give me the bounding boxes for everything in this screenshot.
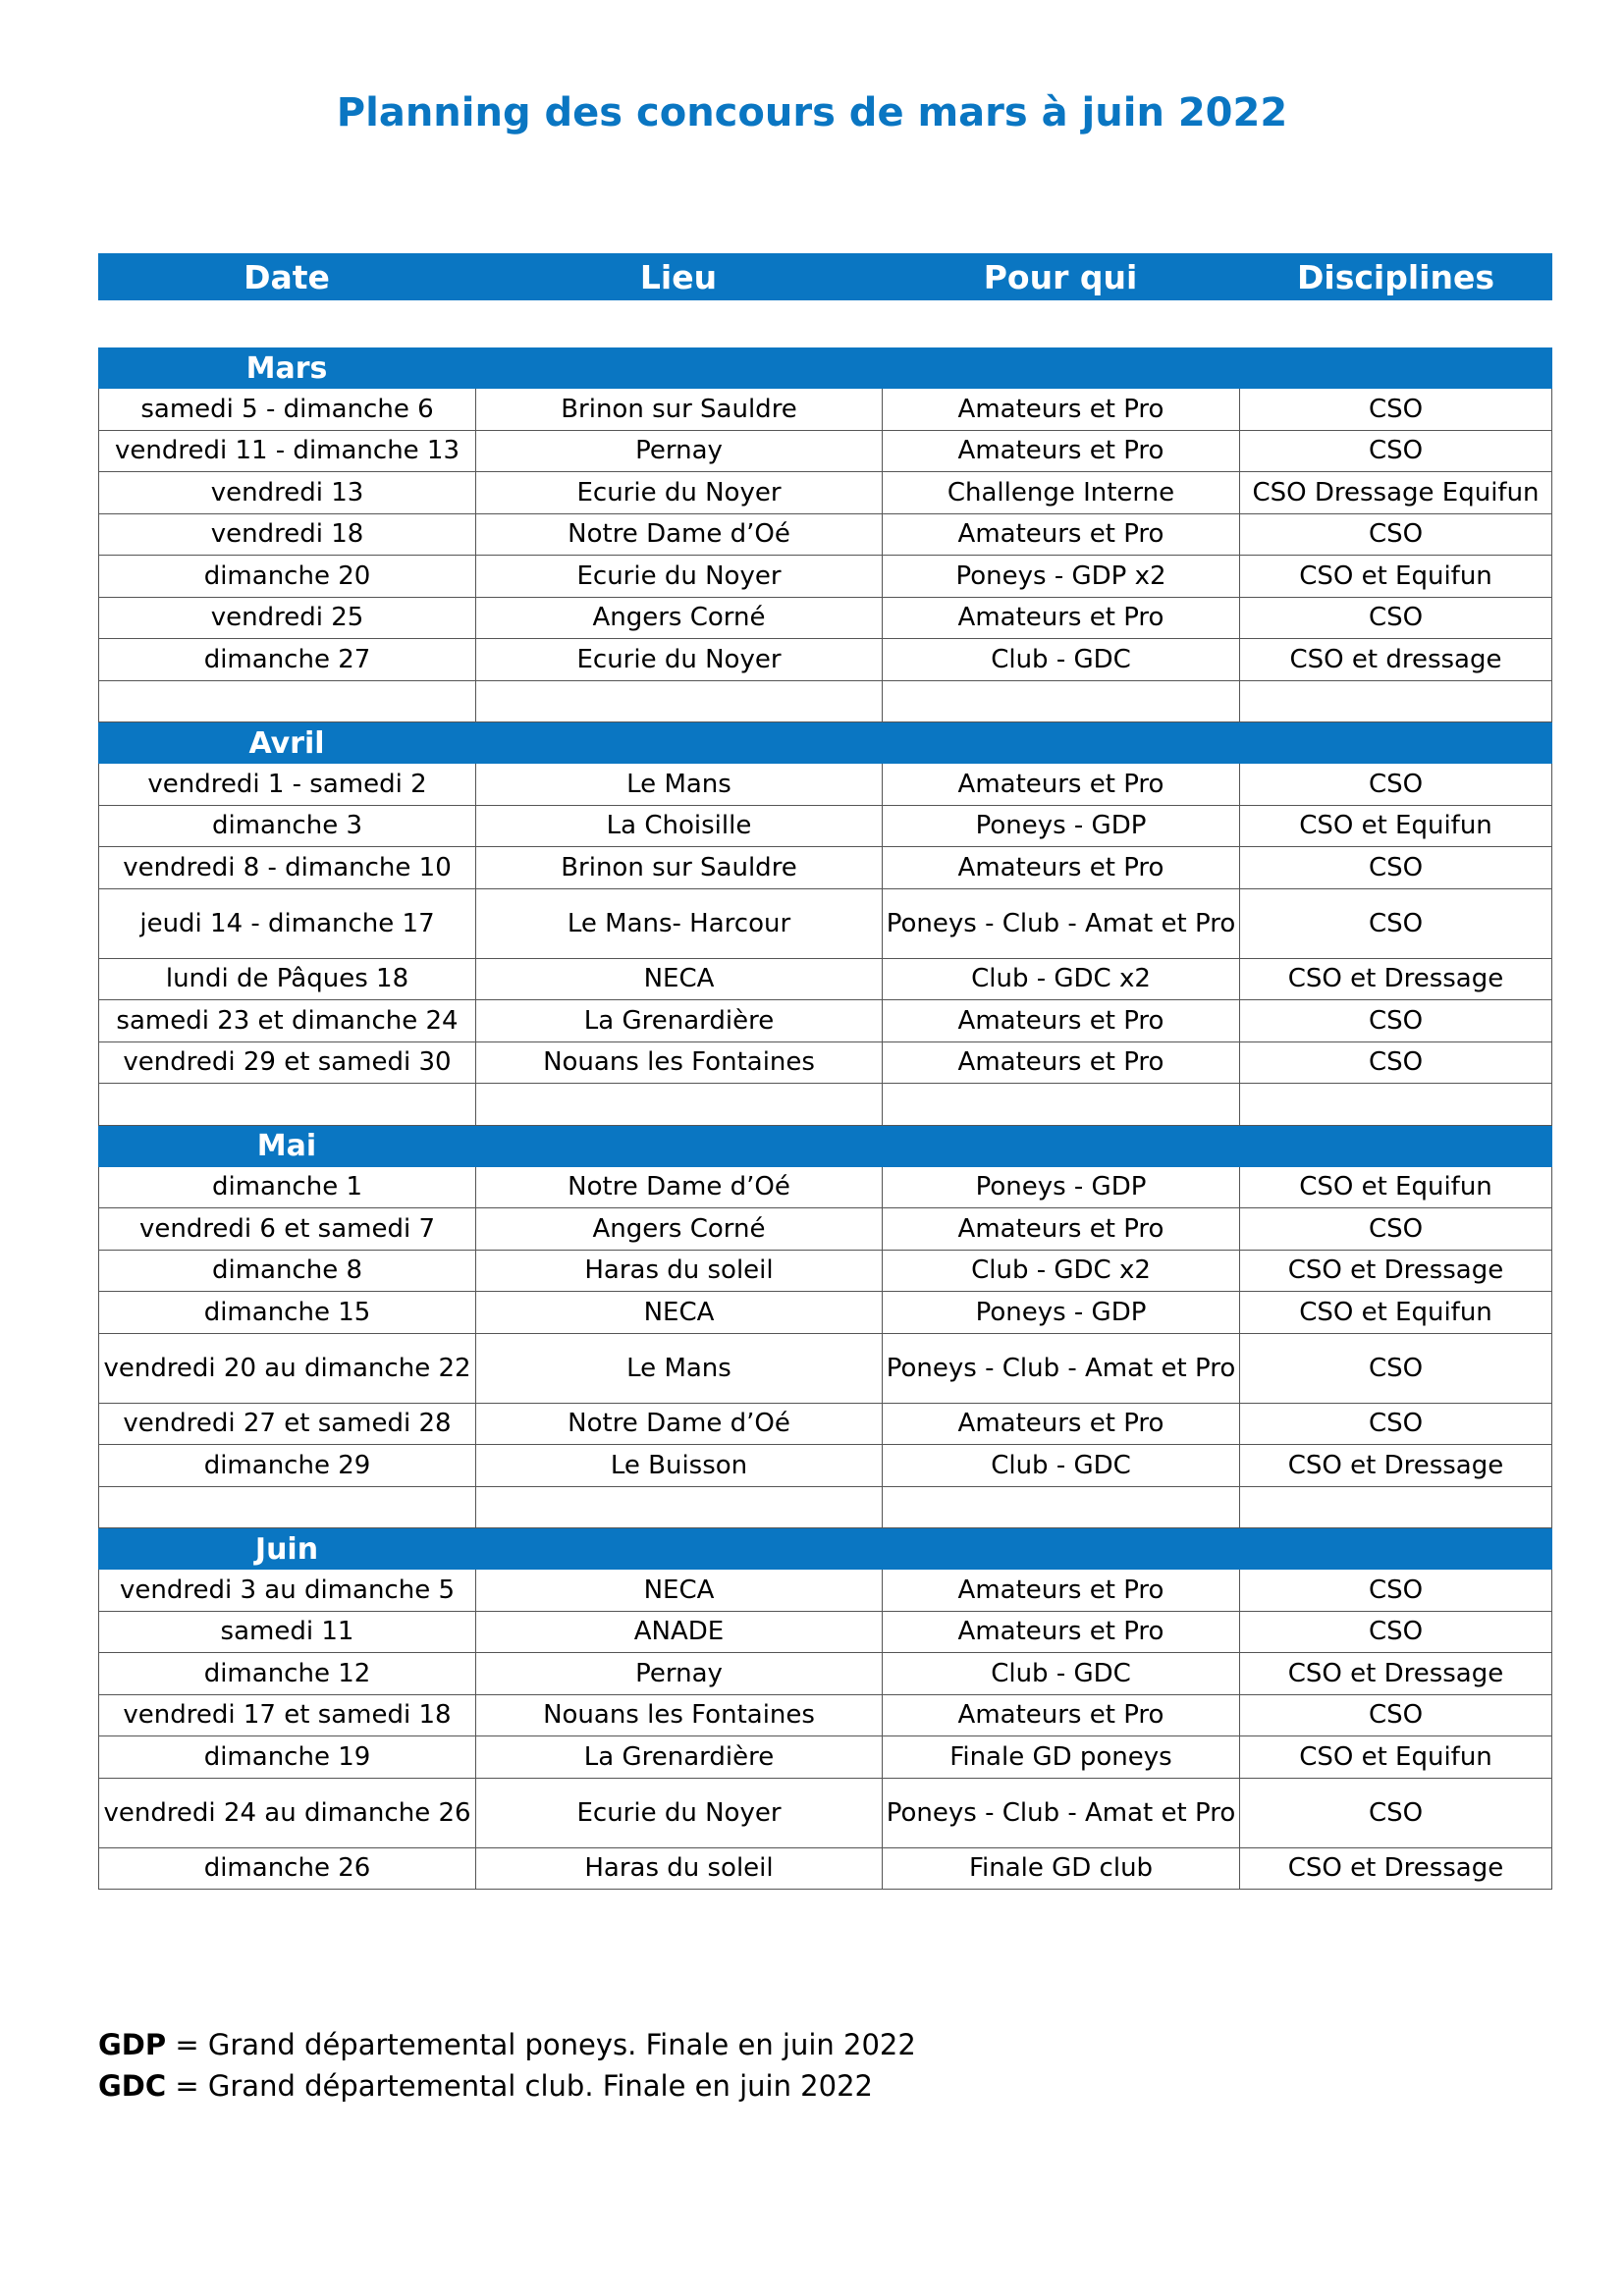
lieu-cell: Le Mans — [475, 1334, 882, 1403]
date-cell: vendredi 1 - samedi 2 — [98, 764, 475, 805]
pour-qui-cell: Amateurs et Pro — [882, 1612, 1239, 1653]
month-label: Juin — [254, 1531, 319, 1567]
lieu-cell: Angers Corné — [475, 598, 882, 639]
table-row — [98, 1612, 1552, 1654]
blank-row — [98, 681, 1552, 723]
disciplines-cell: CSO — [1239, 1612, 1552, 1653]
disciplines-cell: CSO et Equifun — [1239, 556, 1552, 597]
lieu-cell: Haras du soleil — [475, 1251, 882, 1292]
column-header-pour-qui: Pour qui — [983, 257, 1138, 296]
date-cell: vendredi 17 et samedi 18 — [98, 1695, 475, 1736]
pour-qui-cell: Club - GDC x2 — [882, 1251, 1239, 1292]
disciplines-cell: CSO — [1239, 889, 1552, 958]
pour-qui-cell: Amateurs et Pro — [882, 1404, 1239, 1445]
lieu-cell: Brinon sur Sauldre — [475, 389, 882, 430]
lieu-cell: Notre Dame d’Oé — [475, 1167, 882, 1208]
disciplines-cell: CSO — [1239, 431, 1552, 472]
pour-qui-cell: Amateurs et Pro — [882, 847, 1239, 888]
disciplines-cell: CSO et Dressage — [1239, 1445, 1552, 1486]
lieu-cell: Pernay — [475, 1653, 882, 1694]
table-row — [98, 598, 1552, 640]
schedule-table — [98, 347, 1552, 1890]
blank-cell — [882, 681, 1239, 722]
lieu-cell: Ecurie du Noyer — [475, 472, 882, 513]
disciplines-cell: CSO — [1239, 1042, 1552, 1084]
pour-qui-cell: Poneys - Club - Amat et Pro — [882, 889, 1239, 958]
disciplines-cell: CSO et Dressage — [1239, 1848, 1552, 1890]
table-row — [98, 514, 1552, 557]
table-row — [98, 1167, 1552, 1209]
table-row — [98, 639, 1552, 681]
disciplines-cell: CSO — [1239, 598, 1552, 639]
lieu-cell: Le Mans — [475, 764, 882, 805]
blank-cell — [1239, 1487, 1552, 1528]
disciplines-cell: CSO et dressage — [1239, 639, 1552, 680]
table-row — [98, 389, 1552, 431]
table-row — [98, 1251, 1552, 1293]
table-row — [98, 1653, 1552, 1695]
month-label: Avril — [248, 725, 325, 761]
date-cell: vendredi 13 — [98, 472, 475, 513]
table-row — [98, 889, 1552, 959]
lieu-cell: Le Mans- Harcour — [475, 889, 882, 958]
lieu-cell: Angers Corné — [475, 1208, 882, 1250]
blank-cell — [882, 1487, 1239, 1528]
table-row — [98, 1779, 1552, 1848]
lieu-cell: Ecurie du Noyer — [475, 556, 882, 597]
date-cell: vendredi 6 et samedi 7 — [98, 1208, 475, 1250]
table-row — [98, 431, 1552, 473]
pour-qui-cell: Club - GDC — [882, 1653, 1239, 1694]
lieu-cell: Ecurie du Noyer — [475, 1779, 882, 1847]
pour-qui-cell: Finale GD poneys — [882, 1736, 1239, 1778]
table-row — [98, 1695, 1552, 1737]
blank-cell — [98, 681, 475, 722]
lieu-cell: Pernay — [475, 431, 882, 472]
disciplines-cell: CSO — [1239, 764, 1552, 805]
pour-qui-cell: Poneys - GDP — [882, 1167, 1239, 1208]
legend-item-gdc: GDC = Grand départemental club. Finale en juin 2022 — [98, 2069, 873, 2103]
date-cell: dimanche 26 — [98, 1848, 475, 1890]
pour-qui-cell: Club - GDC — [882, 639, 1239, 680]
disciplines-cell: CSO — [1239, 389, 1552, 430]
lieu-cell: La Choisille — [475, 806, 882, 847]
month-label: Mai — [256, 1129, 317, 1163]
date-cell: dimanche 3 — [98, 806, 475, 847]
pour-qui-cell: Amateurs et Pro — [882, 514, 1239, 556]
lieu-cell: ANADE — [475, 1612, 882, 1653]
table-row — [98, 1404, 1552, 1446]
table-row — [98, 472, 1552, 514]
disciplines-cell: CSO et Equifun — [1239, 1736, 1552, 1778]
date-cell: vendredi 11 - dimanche 13 — [98, 431, 475, 472]
month-label: Mars — [245, 350, 328, 386]
month-header — [98, 1126, 1552, 1167]
table-row — [98, 1000, 1552, 1042]
table-row — [98, 1334, 1552, 1404]
pour-qui-cell: Amateurs et Pro — [882, 389, 1239, 430]
disciplines-cell: CSO — [1239, 1570, 1552, 1611]
lieu-cell: Brinon sur Sauldre — [475, 847, 882, 888]
blank-cell — [1239, 1084, 1552, 1125]
date-cell: dimanche 19 — [98, 1736, 475, 1778]
disciplines-cell: CSO et Equifun — [1239, 806, 1552, 847]
month-header — [98, 1528, 1552, 1570]
disciplines-cell: CSO — [1239, 514, 1552, 556]
table-row — [98, 806, 1552, 848]
pour-qui-cell: Amateurs et Pro — [882, 1000, 1239, 1041]
disciplines-cell: CSO et Dressage — [1239, 1251, 1552, 1292]
date-cell: dimanche 1 — [98, 1167, 475, 1208]
table-row — [98, 847, 1552, 889]
disciplines-cell: CSO et Dressage — [1239, 959, 1552, 1000]
date-cell: vendredi 8 - dimanche 10 — [98, 847, 475, 888]
table-row — [98, 1292, 1552, 1334]
table-row — [98, 1208, 1552, 1251]
lieu-cell: Le Buisson — [475, 1445, 882, 1486]
pour-qui-cell: Amateurs et Pro — [882, 764, 1239, 805]
disciplines-cell: CSO — [1239, 1779, 1552, 1847]
date-cell: vendredi 27 et samedi 28 — [98, 1404, 475, 1445]
lieu-cell: Haras du soleil — [475, 1848, 882, 1890]
blank-cell — [1239, 681, 1552, 722]
table-row — [98, 959, 1552, 1001]
date-cell: samedi 23 et dimanche 24 — [98, 1000, 475, 1041]
table-row — [98, 1042, 1552, 1085]
pour-qui-cell: Amateurs et Pro — [882, 1695, 1239, 1736]
lieu-cell: La Grenardière — [475, 1000, 882, 1041]
column-header-lieu: Lieu — [639, 257, 718, 296]
lieu-cell: Ecurie du Noyer — [475, 639, 882, 680]
disciplines-cell: CSO — [1239, 1404, 1552, 1445]
disciplines-cell: CSO et Equifun — [1239, 1292, 1552, 1333]
pour-qui-cell: Club - GDC — [882, 1445, 1239, 1486]
column-header-date: Date — [244, 257, 330, 296]
blank-cell — [475, 1487, 882, 1528]
date-cell: dimanche 27 — [98, 639, 475, 680]
date-cell: vendredi 20 au dimanche 22 — [98, 1334, 475, 1403]
blank-row — [98, 1084, 1552, 1126]
legend — [98, 2024, 916, 2107]
date-cell: dimanche 15 — [98, 1292, 475, 1333]
pour-qui-cell: Poneys - Club - Amat et Pro — [882, 1334, 1239, 1403]
pour-qui-cell: Amateurs et Pro — [882, 598, 1239, 639]
lieu-cell: Notre Dame d’Oé — [475, 514, 882, 556]
table-row — [98, 1736, 1552, 1779]
pour-qui-cell: Amateurs et Pro — [882, 1208, 1239, 1250]
disciplines-cell: CSO — [1239, 1208, 1552, 1250]
blank-cell — [475, 681, 882, 722]
pour-qui-cell: Club - GDC x2 — [882, 959, 1239, 1000]
date-cell: samedi 11 — [98, 1612, 475, 1653]
disciplines-cell: CSO — [1239, 1334, 1552, 1403]
pour-qui-cell: Poneys - GDP x2 — [882, 556, 1239, 597]
lieu-cell: NECA — [475, 959, 882, 1000]
date-cell: dimanche 20 — [98, 556, 475, 597]
table-row — [98, 764, 1552, 806]
lieu-cell: Notre Dame d’Oé — [475, 1404, 882, 1445]
pour-qui-cell: Amateurs et Pro — [882, 1570, 1239, 1611]
date-cell: dimanche 12 — [98, 1653, 475, 1694]
page-title: Planning des concours de mars à juin 2022 — [336, 90, 1288, 135]
date-cell: vendredi 25 — [98, 598, 475, 639]
blank-cell — [98, 1084, 475, 1125]
lieu-cell: La Grenardière — [475, 1736, 882, 1778]
date-cell: vendredi 18 — [98, 514, 475, 556]
table-row — [98, 556, 1552, 598]
lieu-cell: Nouans les Fontaines — [475, 1695, 882, 1736]
table-row — [98, 1445, 1552, 1487]
lieu-cell: NECA — [475, 1292, 882, 1333]
pour-qui-cell: Challenge Interne — [882, 472, 1239, 513]
lieu-cell: NECA — [475, 1570, 882, 1611]
legend-item-gdp: GDP = Grand départemental poneys. Finale en juin 2022 — [98, 2028, 916, 2061]
pour-qui-cell: Finale GD club — [882, 1848, 1239, 1890]
lieu-cell: Nouans les Fontaines — [475, 1042, 882, 1084]
table-row — [98, 1570, 1552, 1612]
month-header — [98, 722, 1552, 764]
date-cell: dimanche 8 — [98, 1251, 475, 1292]
blank-row — [98, 1487, 1552, 1529]
blank-cell — [882, 1084, 1239, 1125]
date-cell: vendredi 3 au dimanche 5 — [98, 1570, 475, 1611]
date-cell: jeudi 14 - dimanche 17 — [98, 889, 475, 958]
pour-qui-cell: Poneys - Club - Amat et Pro — [882, 1779, 1239, 1847]
date-cell: lundi de Pâques 18 — [98, 959, 475, 1000]
disciplines-cell: CSO — [1239, 1695, 1552, 1736]
disciplines-cell: CSO — [1239, 847, 1552, 888]
pour-qui-cell: Poneys - GDP — [882, 1292, 1239, 1333]
blank-cell — [98, 1487, 475, 1528]
table-header — [98, 253, 1552, 300]
pour-qui-cell: Amateurs et Pro — [882, 431, 1239, 472]
pour-qui-cell: Amateurs et Pro — [882, 1042, 1239, 1084]
pour-qui-cell: Poneys - GDP — [882, 806, 1239, 847]
date-cell: dimanche 29 — [98, 1445, 475, 1486]
column-header-disciplines: Disciplines — [1297, 257, 1494, 296]
month-header — [98, 347, 1552, 389]
date-cell: vendredi 29 et samedi 30 — [98, 1042, 475, 1084]
disciplines-cell: CSO et Dressage — [1239, 1653, 1552, 1694]
date-cell: samedi 5 - dimanche 6 — [98, 389, 475, 430]
disciplines-cell: CSO et Equifun — [1239, 1167, 1552, 1208]
disciplines-cell: CSO — [1239, 1000, 1552, 1041]
table-row — [98, 1848, 1552, 1891]
blank-cell — [475, 1084, 882, 1125]
disciplines-cell: CSO Dressage Equifun — [1239, 472, 1552, 513]
date-cell: vendredi 24 au dimanche 26 — [98, 1779, 475, 1847]
